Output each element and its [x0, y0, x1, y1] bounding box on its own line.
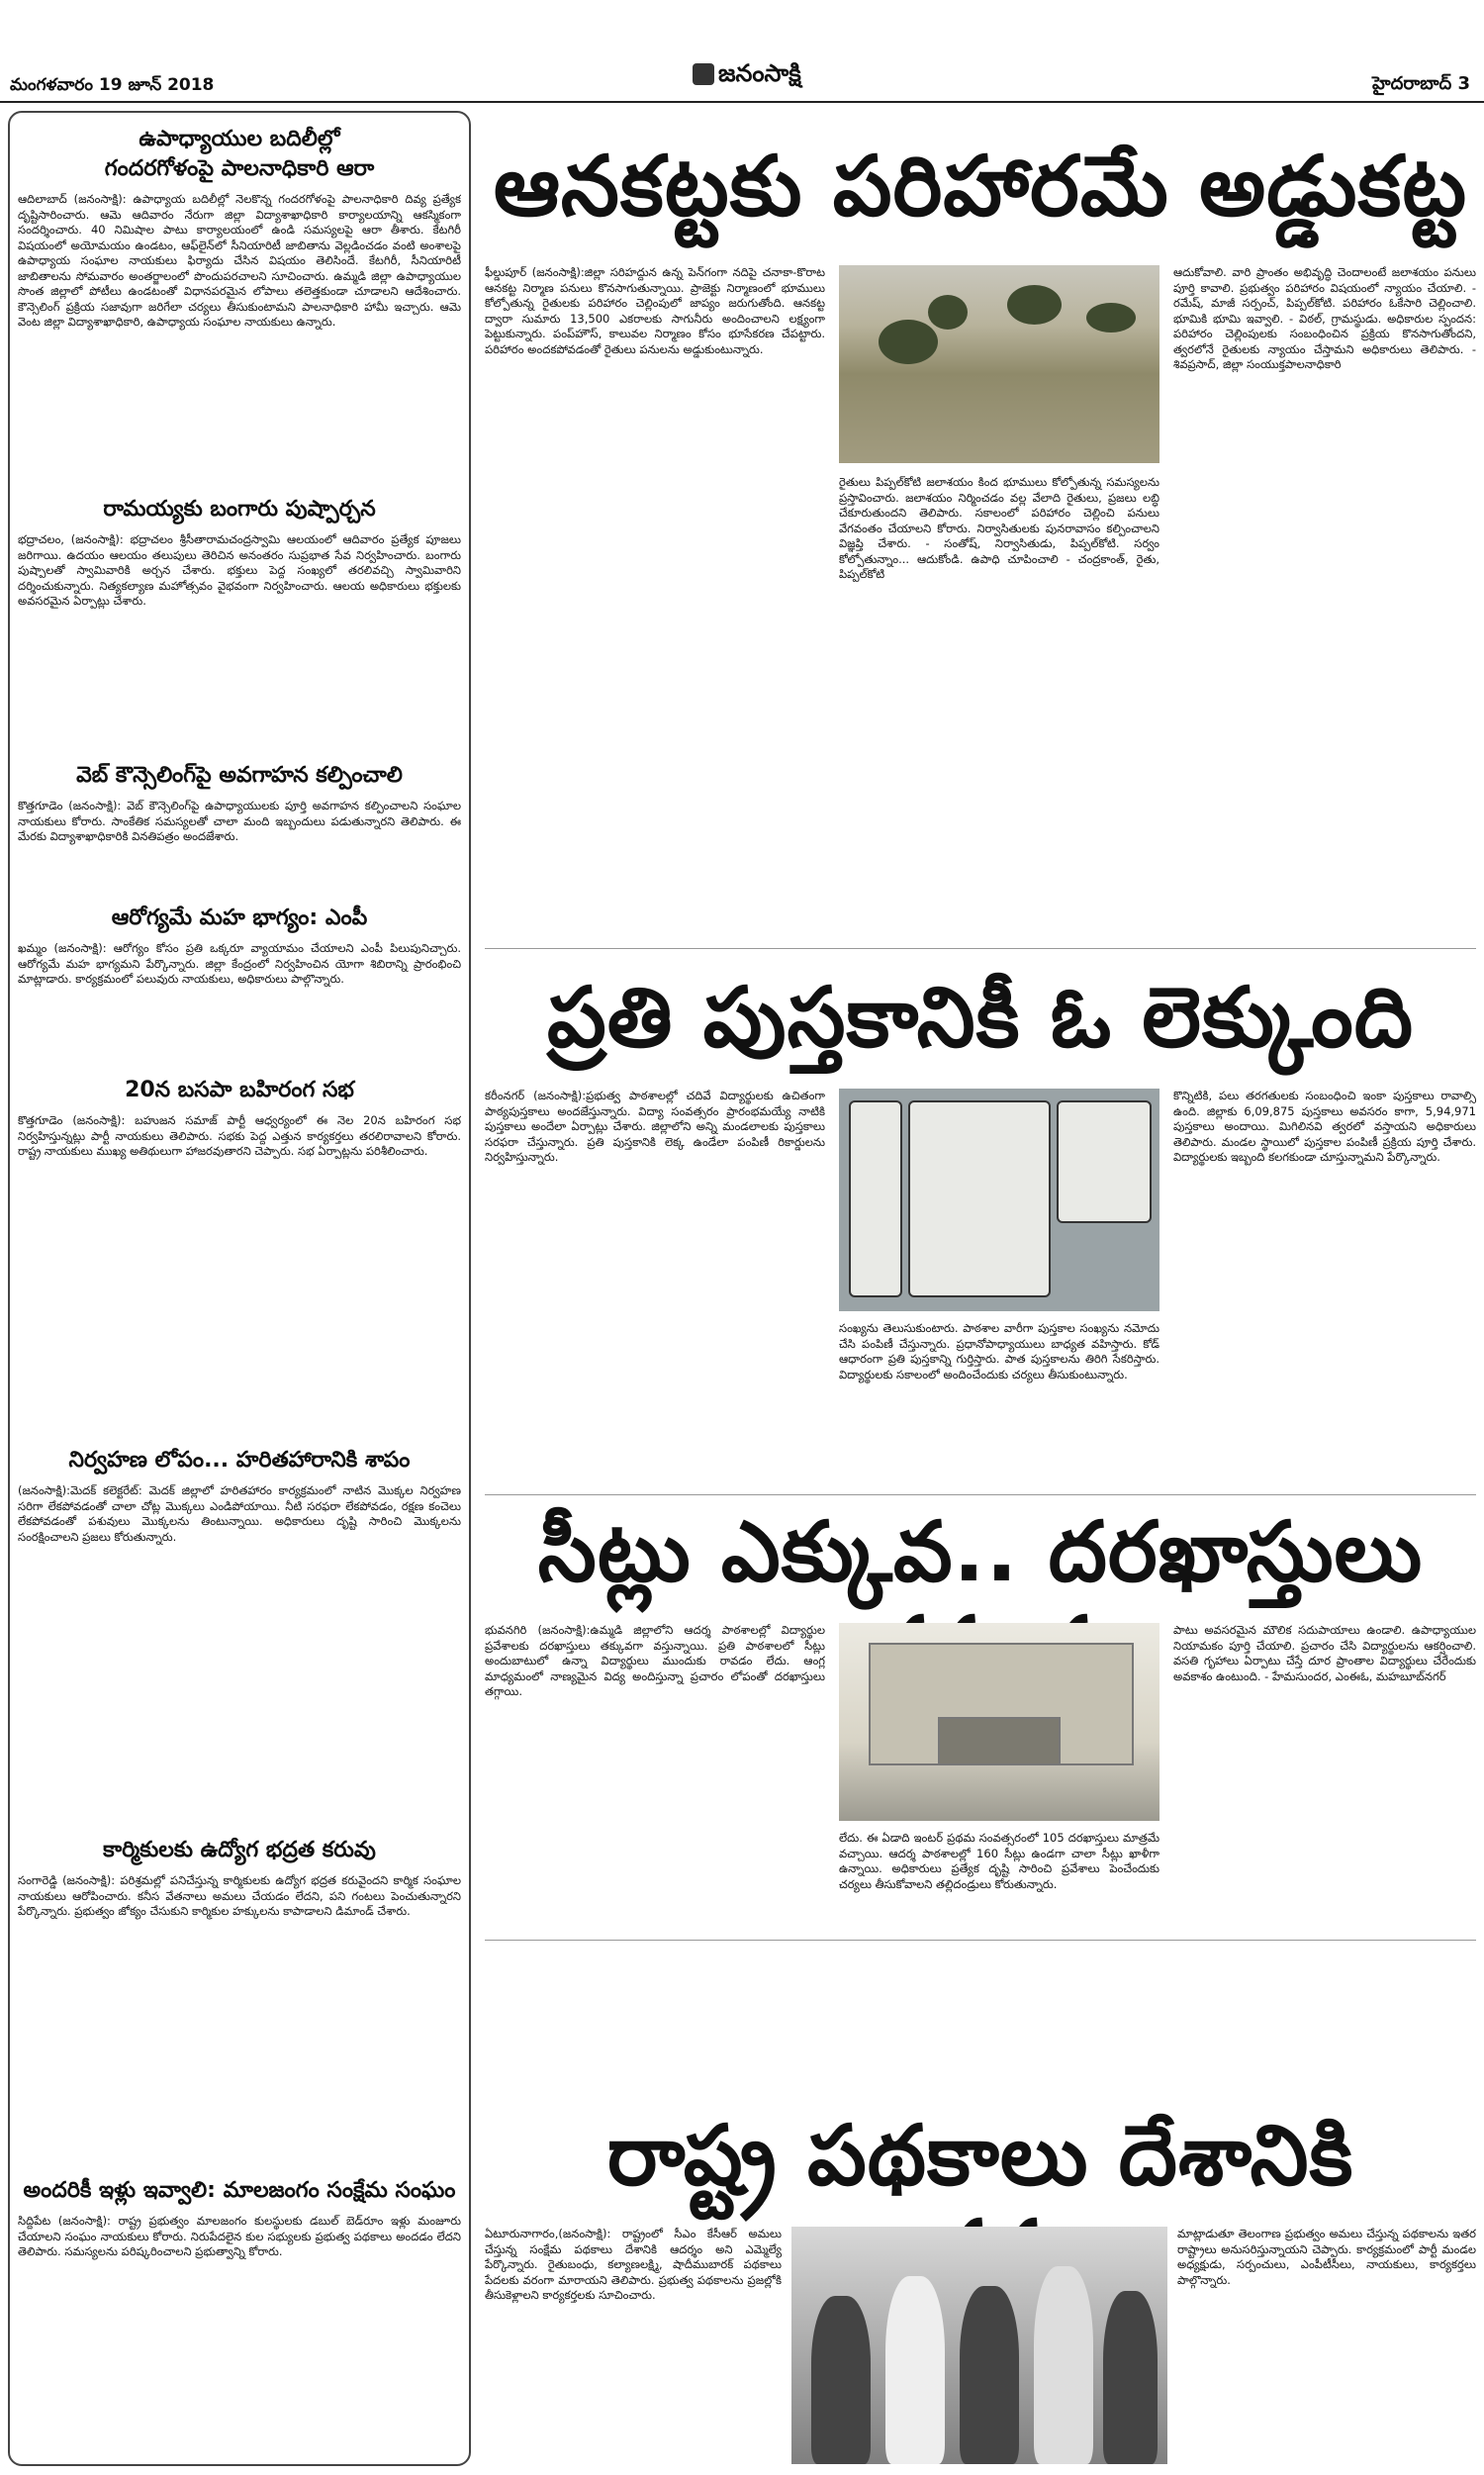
story8-body: సిద్దిపేట (జనంసాక్షి): రాష్ట్ర ప్రభుత్వం మాలజంగం కులస్థులకు డబుల్ బెడ్‌రూం ఇళ్లు మంజూరు చేయాలని సంఘం నాయకులు కోరారు. నిరుపేదలైన కుల సభ్యులకు ప్రభుత్వ పథకాలు అందడం లేదని తెలిపారు. సమస్యలను పరిష్కరించాలని ప్రభుత్వాన్ని కోరారు.	[18, 2214, 461, 2258]
article1-col3: ఆదుకోవాలి. వారి ప్రాంతం అభివృద్ధి చెందాలంటే జలాశయం పనులు పూర్తి కావాలి. ప్రభుత్వం పరిహారం విషయంలో న్యాయం చేయాలి. - రమేష్, మాజీ సర్పంచ్, పిప్పల్‌కోటి. పరిహారం ఓకేసారి చెల్లించాలి. భూమికి భూమి ఇవ్వాలి. - విఠల్, గ్రామస్థుడు. అధికారుల స్పందన: పరిహారం చెల్లింపులకు సంబంధించిన ప్రక్రియ కొనసాగుతోందని, త్వరలోనే రైతులకు న్యాయం చేస్తామని అధికారులు తెలిపారు. - శివప్రసాద్, జిల్లా సంయుక్తపాలనాధికారి	[1173, 265, 1476, 371]
article3-headline: సీట్లు ఎక్కువ.. దరఖాస్తులు	[537, 1503, 1424, 1600]
article1-headline-box	[485, 139, 1476, 257]
masthead-logo-icon	[693, 63, 714, 85]
article1-col1-box	[485, 265, 825, 938]
tree-shape	[1007, 285, 1062, 325]
article3-headline-box	[485, 1504, 1476, 1613]
story1-headline-line2: గందరగోళంపై పాలనాధికారి ఆరా	[104, 156, 375, 181]
story1-body: ఆదిలాబాద్‌ (జనంసాక్షి): ఉపాధ్యాయ బదిలీల్లో నెలకొన్న గందరగోళంపై పాలనాధికారి దివ్య ప్రత్యేక దృష్టిసారించారు. ఆమె ఆదివారం నేరుగా జిల్లా విద్యాశాఖాధికారి కార్యాలయాన్ని ఆకస్మికంగా సందర్శించారు. 40 నిమిషాల పాటు కార్యాలయంలో ఉండి సమస్యలపై ఆరా తీశారు. కేటగిరీ విషయంలో అయోమయం ఉండటం, ఆఫ్‌లైన్‌లో సీనియారిటీ జాబితాను వెల్లడించడం వంటి అంశాలపై ఉపాధ్యాయ సంఘాల నాయకులు ఫిర్యాదు చేసిన విషయం తెలిసిందే. కేటగిరీ, సీనియారిటీ జాబితాలను సోమవారం అంతర్జాలంలో పొందుపరచాలని సూచించారు. ఉమ్మడి జిల్లా ఉపాధ్యాయుల సొంత జిల్లాలో పోటీలు ఉండటంతో విధానపరమైన లోపాలు తలెత్తకుండా చూడాలని ఆదేశించారు. కౌన్సెలింగ్ ప్రక్రియ సజావుగా జరిగేలా చర్యలు తీసుకుంటామని పాలనాధికారి హామీ ఇచ్చారు. ఆమె వెంట జిల్లా విద్యాశాఖాధికారి, ఉపాధ్యాయ సంఘాల నాయకులు ఉన్నారు.	[18, 192, 461, 329]
article4-col3: మాట్లాడుతూ తెలంగాణ ప్రభుత్వం అమలు చేస్తున్న పథకాలను ఇతర రాష్ట్రాలు అనుసరిస్తున్నాయని చెప్పారు. కార్యక్రమంలో పార్టీ మండల అధ్యక్షుడు, సర్పంచులు, ఎంపీటీసీలు, నాయకులు, కార్యకర్తలు పాల్గొన్నారు.	[1177, 2227, 1476, 2287]
story7-headline: కార్మికులకు ఉద్యోగ భద్రత కరువు	[103, 1838, 376, 1862]
article3-col2-box	[839, 1831, 1159, 1930]
article1-col2: రైతులు పిప్పల్‌కోటి జలాశయం కింద భూములు కోల్పోతున్న సమస్యలను ప్రస్తావించారు. జలాశయం నిర్మించడం వల్ల వేలాది రైతులు, ప్రజలు లబ్ధి చేకూరుతుందని తెలిపారు. సకాలంలో పరిహారం చెల్లించి పనులు వేగవంతం చేయాలని కోరారు. నిర్వాసితులకు పునరావాసం కల్పించాలని విజ్ఞప్తి చేశారు. - సంతోష్, నిర్వాసితుడు, పిప్పల్‌కోటి. సర్వం కోల్పోతున్నాం... ఆదుకోండి. ఉపాధి చూపించాలి - చంద్రకాంత్, రైతు, పిప్పల్‌కోటి	[839, 475, 1159, 581]
book-panel-shape	[849, 1100, 902, 1297]
article2-photo	[839, 1089, 1159, 1311]
story1-headline	[18, 127, 461, 186]
book-panel-shape	[1057, 1100, 1152, 1223]
article2-headline-box	[485, 970, 1476, 1079]
article4-col3-box	[1177, 2227, 1476, 2464]
issue-date: మంగళవారం 19 జూన్ 2018	[10, 75, 215, 95]
person-shape	[885, 2276, 945, 2464]
article2-col1: కరీంనగర్‌ (జనంసాక్షి):ప్రభుత్వ పాఠశాలల్లో చదివే విద్యార్థులకు ఉచితంగా పాఠ్యపుస్తకాలు అందజేస్తున్నారు. విద్యా సంవత్సరం ప్రారంభమయ్యే నాటికి పుస్తకాలు అందేలా ఏర్పాట్లు చేశారు. జిల్లాలోని అన్ని మండలాలకు పుస్తకాలు సరఫరా చేస్తున్నారు. ప్రతి పుస్తకానికి లెక్క ఉండేలా పంపిణీ రికార్డులను నిర్వహిస్తున్నారు.	[485, 1089, 825, 1164]
story8-headline: అందరికీ ఇళ్లు ఇవ్వాలి: మాలజంగం సంక్షేమ సంఘం	[23, 2178, 456, 2203]
article1-col3-box	[1173, 265, 1476, 938]
article4-headline: రాష్ట్ర పథకాలు దేశానికి	[606, 2107, 1354, 2204]
article3-col3: పాటు అవసరమైన మౌలిక సదుపాయాలు ఉండాలి. ఉపాధ్యాయుల నియామకం పూర్తి చేయాలి. ప్రచారం చేసి విద్యార్థులను ఆకర్షించాలి. వసతి గృహాలు ఏర్పాటు చేస్తే దూర ప్రాంతాల విద్యార్థులు చేరేందుకు అవకాశం ఉంటుంది. - హేమసుందర, ఎంఈఓ, మహబూబ్‌నగర్	[1173, 1623, 1476, 1683]
left-news-column	[8, 111, 471, 2466]
article2-headline: ప్రతి పుస్తకానికీ ఓ లెక్కుంది	[546, 969, 1415, 1066]
article2-col3: కొన్నిటికి, పలు తరగతులకు సంబంధించి ఇంకా పుస్తకాలు రావాల్సి ఉంది. జిల్లాకు 6,09,875 పుస్తకాలు అవసరం కాగా, 5,94,971 పుస్తకాలు అందాయి. మిగిలినవి త్వరలో వస్తాయని అధికారులు తెలిపారు. మండల స్థాయిలో పుస్తకాల పంపిణీ ప్రక్రియ పూర్తి చేశారు. విద్యార్థులకు ఇబ్బంది కలగకుండా చూస్తున్నామని పేర్కొన్నారు.	[1173, 1089, 1476, 1164]
tree-shape	[1086, 303, 1136, 333]
article4-col1: ఏటూరునాగారం,(జనంసాక్షి): రాష్ట్రంలో సీఎం కేసీఆర్ అమలు చేస్తున్న సంక్షేమ పథకాలు దేశానికి ఆదర్శం అని ఎమ్మెల్యే పేర్కొన్నారు. రైతుబంధు, కల్యాణలక్ష్మి, షాదీముబారక్ పథకాలు పేదలకు వరంగా మారాయని తెలిపారు. ప్రభుత్వ పథకాలను ప్రజల్లోకి తీసుకెళ్లాలని కార్యకర్తలకు సూచించారు.	[485, 2227, 782, 2302]
article3-col3-box	[1173, 1623, 1476, 1930]
article1-col2-box	[839, 475, 1159, 938]
article1-col1: ఫీల్డుపూర్‌ (జనంసాక్షి):జిల్లా సరిహద్దున ఉన్న పెన్‌గంగా నదిపై చనాకా-కొరాట ఆనకట్ట నిర్మాణ పనులు కొనసాగుతున్నాయి. ప్రాజెక్టు నిర్మాణంలో భూములు కోల్పోతున్న రైతులకు పరిహారం చెల్లింపులో జాప్యం జరుగుతోంది. ఆనకట్ట ద్వారా సుమారు 13,500 ఎకరాలకు సాగునీరు అందించాలని లక్ష్యంగా పెట్టుకున్నారు. పంప్‌హౌస్, కాలువల నిర్మాణం కోసం భూసేకరణ చేపట్టారు. పరిహారం అందకపోవడంతో రైతులు పనులను అడ్డుకుంటున్నారు.	[485, 265, 825, 356]
story1-headline-line1: ఉపాధ్యాయుల బదిలీల్లో	[139, 127, 340, 151]
story4-headline: ఆరోగ్యమే మహ భాగ్యం: ఎంపీ	[111, 905, 368, 930]
page-city-number: హైదరాబాద్ 3	[1372, 73, 1470, 94]
article3-photo	[839, 1623, 1159, 1821]
article3-col1: భువనగిరి (జనంసాక్షి):ఉమ్మడి జిల్లాలోని ఆదర్శ పాఠశాలల్లో విద్యార్థుల ప్రవేశాలకు దరఖాస్తులు తక్కువగా వస్తున్నాయి. ప్రతి పాఠశాలలో సీట్లు అందుబాటులో ఉన్నా విద్యార్థులు ముందుకు రావడం లేదు. ఆంగ్ల మాధ్యమంలో నాణ్యమైన విద్య అందిస్తున్నా ప్రచారం లోపంతో దరఖాస్తులు తగ్గాయి.	[485, 1623, 825, 1698]
story6-body: (జనంసాక్షి):మెదక్ కలెక్టరేట్: మెదక్ జిల్లాలో హరితహారం కార్యక్రమంలో నాటిన మొక్కల నిర్వహణ సరిగా లేకపోవడంతో చాలా చోట్ల మొక్కలు ఎండిపోయాయి. నీటి సరఫరా లేకపోవడం, రక్షణ కంచెలు లేకపోవడంతో పశువులు మొక్కలను తింటున్నాయి. అధికారులు దృష్టి సారించి మొక్కలను సంరక్షించాలని ప్రజలు కోరుతున్నారు.	[18, 1483, 461, 1544]
article3-col1-box	[485, 1623, 825, 1930]
person-shape	[811, 2296, 871, 2464]
article1-headline: ఆనకట్టకు పరిహారమే అడ్డుకట్ట	[493, 138, 1468, 235]
article3-col2: లేదు. ఈ ఏడాది ఇంటర్ ప్రథమ సంవత్సరంలో 105 దరఖాస్తులు మాత్రమే వచ్చాయి. ఆదర్శ పాఠశాలల్లో 160 సీట్లు ఉండగా చాలా సీట్లు ఖాళీగా ఉన్నాయి. అధికారులు ప్రత్యేక దృష్టి సారించి ప్రవేశాలు పెంచేందుకు చర్యలు తీసుకోవాలని తల్లిదండ్రులు కోరుతున్నారు.	[839, 1831, 1159, 1891]
article2-col2: సంఖ్యను తెలుసుకుంటారు. పాఠశాల వారీగా పుస్తకాల సంఖ్యను నమోదు చేసి పంపిణీ చేస్తున్నారు. ప్రధానోపాధ్యాయులు బాధ్యత వహిస్తారు. కోడ్ ఆధారంగా ప్రతి పుస్తకాన్ని గుర్తిస్తారు. పాత పుస్తకాలను తిరిగి సేకరిస్తారు. విద్యార్థులకు సకాలంలో అందించేందుకు చర్యలు తీసుకుంటున్నారు.	[839, 1321, 1159, 1381]
article4-col1-box	[485, 2227, 782, 2464]
masthead-title: జనంసాక్షి	[718, 59, 801, 87]
article1-photo	[839, 265, 1159, 463]
story2-headline: రామయ్యకు బంగారు పుష్పార్చన	[103, 497, 376, 522]
story3-body: కొత్తగూడెం (జనంసాక్షి): వెబ్ కౌన్సెలింగ్‌పై ఉపాధ్యాయులకు పూర్తి అవగాహన కల్పించాలని సంఘాల నాయకులు కోరారు. సాంకేతిక సమస్యలతో చాలా మంది ఇబ్బందులు పడుతున్నారని తెలిపారు. ఈ మేరకు విద్యాశాఖాధికారికి వినతిపత్రం అందజేశారు.	[18, 799, 461, 843]
story4-body: ఖమ్మం (జనంసాక్షి): ఆరోగ్యం కోసం ప్రతి ఒక్కరూ వ్యాయామం చేయాలని ఎంపీ పిలుపునిచ్చారు. ఆరోగ్యమే మహ భాగ్యమని పేర్కొన్నారు. జిల్లా కేంద్రంలో నిర్వహించిన యోగా శిబిరాన్ని ప్రారంభించి మాట్లాడారు. కార్యక్రమంలో పలువురు నాయకులు, అధికారులు పాల్గొన్నారు.	[18, 941, 461, 986]
person-shape	[1103, 2291, 1158, 2464]
article-divider	[485, 1940, 1476, 1941]
article4-headline-box	[485, 2108, 1476, 2217]
page-header	[0, 0, 1484, 94]
article-divider	[485, 948, 1476, 949]
masthead	[693, 59, 801, 93]
book-panel-shape	[908, 1100, 1051, 1297]
story7-body: సంగారెడ్డి (జనంసాక్షి): పరిశ్రమల్లో పనిచేస్తున్న కార్మికులకు ఉద్యోగ భద్రత కరువైందని కార్మిక సంఘాల నాయకులు ఆరోపించారు. కనీస వేతనాలు అమలు చేయడం లేదని, పని గంటలు పెంచుతున్నారని పేర్కొన్నారు. ప్రభుత్వం జోక్యం చేసుకుని కార్మికుల హక్కులను కాపాడాలని డిమాండ్ చేశారు.	[18, 1873, 461, 1918]
article-divider	[485, 1494, 1476, 1495]
story2-body: భద్రాచలం, (జనంసాక్షి): భద్రాచలం శ్రీసీతారామచంద్రస్వామి ఆలయంలో ఆదివారం ప్రత్యేక పూజలు జరిగాయి. ఉదయం ఆలయం తలుపులు తెరిచిన అనంతరం సుప్రభాత సేవ నిర్వహించారు. బంగారు పుష్పాలతో స్వామివారికి అర్చన చేశారు. భక్తులు పెద్ద సంఖ్యలో తరలివచ్చి స్వామివారిని దర్శించుకున్నారు. నిత్యకల్యాణ మహోత్సవం వైభవంగా నిర్వహించారు. ఆలయ అధికారులు భక్తులకు అవసరమైన ఏర్పాట్లు చేశారు.	[18, 532, 461, 608]
tree-shape	[879, 320, 938, 364]
article4-photo	[791, 2227, 1167, 2464]
tree-shape	[928, 295, 968, 330]
person-shape	[1034, 2266, 1093, 2464]
story3-headline: వెబ్ కౌన్సెలింగ్‌పై అవగాహన కల్పించాలి	[76, 763, 403, 788]
person-shape	[960, 2286, 1019, 2464]
story5-headline: 20న బసపా బహిరంగ సభ	[125, 1078, 354, 1102]
story5-body: కొత్తగూడెం (జనంసాక్షి): బహుజన సమాజ్ పార్టీ ఆధ్వర్యంలో ఈ నెల 20న బహిరంగ సభ నిర్వహిస్తున్నట్లు పార్టీ నాయకులు తెలిపారు. సభకు పెద్ద ఎత్తున కార్యకర్తలు తరలిరావాలని కోరారు. రాష్ట్ర నాయకులు ముఖ్య అతిథులుగా హాజరవుతారని చెప్పారు. సభ ఏర్పాట్లను పరిశీలించారు.	[18, 1113, 461, 1158]
header-rule	[0, 101, 1484, 103]
school-door-shape	[938, 1717, 1061, 1765]
story6-headline: నిర్వహణ లోపం... హరితహారానికి శాపం	[68, 1448, 411, 1473]
